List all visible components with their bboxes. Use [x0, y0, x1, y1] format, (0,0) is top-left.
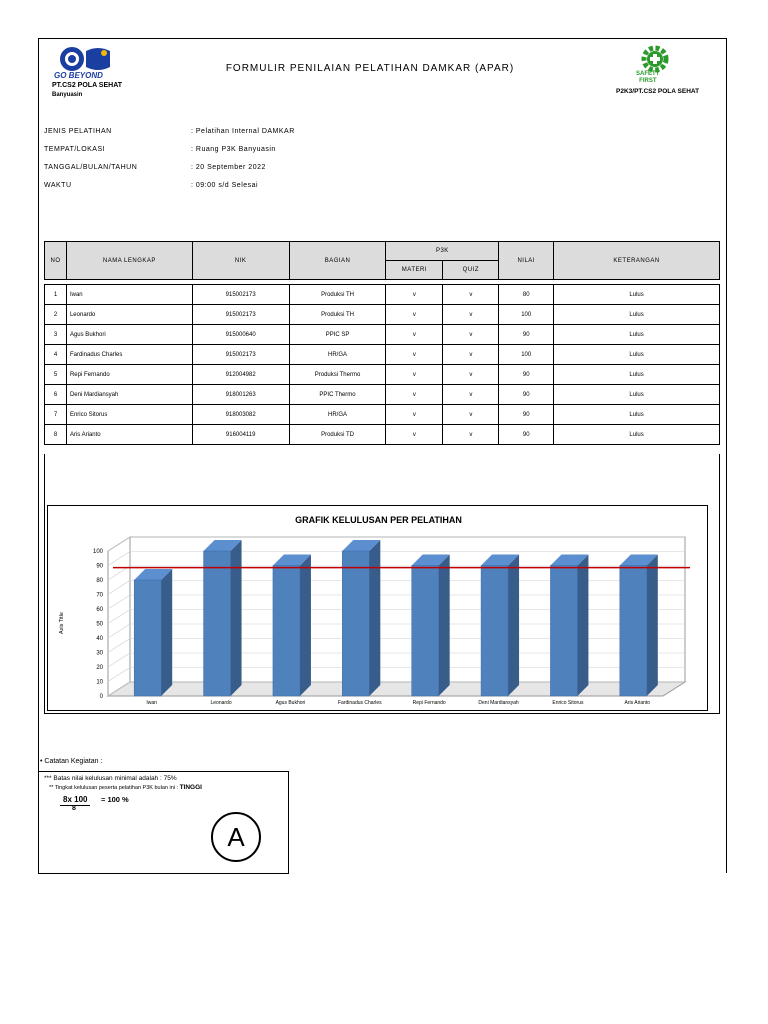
cell-nama: Repi Fernando [66, 365, 192, 385]
cell-no: 7 [45, 405, 67, 425]
safety-line1: SAFETY [636, 71, 660, 77]
cell-keterangan: Lulus [554, 365, 720, 385]
cell-quiz: v [443, 405, 499, 425]
bar [273, 566, 300, 697]
cell-no: 4 [45, 345, 67, 365]
table-row [45, 425, 720, 445]
fraction-denominator: 8 [72, 805, 76, 812]
info-value: : 20 September 2022 [191, 164, 266, 171]
table-row [45, 285, 720, 305]
cell-nik: 915002173 [192, 305, 289, 325]
info-label: TANGGAL/BULAN/TAHUN [44, 164, 138, 171]
bar-side [439, 555, 450, 697]
cell-no: 2 [45, 305, 67, 325]
cell-materi: v [386, 365, 443, 385]
bar-side [161, 569, 172, 696]
info-value: : Ruang P3K Banyuasin [191, 146, 276, 153]
cell-keterangan: Lulus [554, 285, 720, 305]
y-tick-label: 20 [96, 665, 103, 671]
bar [481, 566, 508, 697]
y-axis-title: Axis Title [59, 611, 65, 635]
cell-nik: 912004982 [192, 365, 289, 385]
x-tick-label: Fardinadus Charles [337, 700, 382, 706]
x-tick-label: Iwan [146, 700, 157, 706]
x-tick-label: Deni Mardiansyah [478, 700, 519, 706]
cell-nama: Aris Arianto [66, 425, 192, 445]
cell-bagian: Produksi TH [289, 285, 386, 305]
note-level-value: TINGGI [179, 784, 202, 791]
chart-container [47, 505, 708, 711]
bar [412, 566, 439, 697]
col-nik: NIK [192, 242, 289, 280]
chart-title: GRAFIK KELULUSAN PER PELATIHAN [295, 515, 462, 525]
cell-nik: 916004119 [192, 425, 289, 445]
cell-no: 5 [45, 365, 67, 385]
bar [550, 566, 577, 697]
y-tick-label: 60 [96, 607, 103, 613]
cell-nilai: 100 [499, 345, 554, 365]
info-label: WAKTU [44, 182, 72, 189]
page-title: FORMULIR PENILAIAN PELATIHAN DAMKAR (APAR) [225, 63, 515, 74]
cell-nilai: 90 [499, 425, 554, 445]
cell-materi: v [386, 325, 443, 345]
bar-side [231, 540, 242, 696]
company-name: PT.CS2 POLA SEHAT [52, 82, 123, 89]
info-value: : Pelatihan Internal DAMKAR [191, 128, 295, 135]
table-body [45, 285, 720, 445]
col-nilai: NILAI [499, 242, 554, 280]
cell-quiz: v [443, 325, 499, 345]
y-tick-label: 40 [96, 636, 103, 642]
cell-nama: Iwan [66, 285, 192, 305]
bar [620, 566, 647, 697]
note-level [49, 784, 202, 791]
cell-nilai: 100 [499, 305, 554, 325]
cell-materi: v [386, 405, 443, 425]
cell-quiz: v [443, 285, 499, 305]
cell-bagian: PPIC Thermo [289, 385, 386, 405]
cell-nama: Fardinadus Charles [66, 345, 192, 365]
cell-nilai: 90 [499, 405, 554, 425]
company-logo [52, 45, 142, 100]
bar [134, 580, 161, 696]
col-p3k: P3K [386, 242, 499, 261]
bar-chart [48, 506, 709, 712]
safety-logo [600, 45, 710, 100]
cell-keterangan: Lulus [554, 305, 720, 325]
col-materi: MATERI [386, 261, 443, 280]
cell-bagian: Produksi Thermo [289, 365, 386, 385]
cell-quiz: v [443, 385, 499, 405]
info-label: TEMPAT/LOKASI [44, 146, 106, 153]
chart-floor [108, 682, 685, 696]
cell-nik: 918001263 [192, 385, 289, 405]
fraction-numerator: 8x 100 [63, 795, 88, 804]
note-threshold: *** Batas nilai kelulusan minimal adalah : 75% [44, 775, 177, 782]
bar-side [508, 555, 519, 697]
notes-box [38, 771, 289, 874]
cell-nama: Leonardo [66, 305, 192, 325]
bar-side [369, 540, 380, 696]
y-tick-label: 100 [92, 549, 103, 555]
y-tick-label: 0 [99, 694, 103, 700]
table-row [45, 305, 720, 325]
cell-nilai: 90 [499, 365, 554, 385]
y-tick-label: 80 [96, 578, 103, 584]
cell-materi: v [386, 425, 443, 445]
cell-no: 8 [45, 425, 67, 445]
x-tick-label: Aris Arianto [624, 700, 651, 706]
x-tick-label: Leonardo [210, 700, 232, 706]
safety-line2: FIRST [639, 78, 657, 84]
bar [204, 551, 231, 696]
note-level-text: ** Tingkat kelulusan peserta pelatihan P3K bulan ini : [49, 785, 179, 791]
grade-circle: A [211, 812, 261, 862]
col-bagian: BAGIAN [289, 242, 386, 280]
cell-keterangan: Lulus [554, 405, 720, 425]
info-label: JENIS PELATIHAN [44, 128, 112, 135]
cell-bagian: PPIC SP [289, 325, 386, 345]
table-row [45, 345, 720, 365]
cell-nama: Agus Bukhori [66, 325, 192, 345]
cell-no: 3 [45, 325, 67, 345]
cell-nik: 915002173 [192, 345, 289, 365]
cell-quiz: v [443, 425, 499, 445]
y-tick-label: 10 [96, 679, 103, 686]
cell-no: 6 [45, 385, 67, 405]
bar-side [647, 555, 658, 697]
cell-nilai: 90 [499, 325, 554, 345]
company-city: Banyuasin [52, 92, 83, 98]
y-tick-label: 30 [96, 650, 103, 657]
cell-no: 1 [45, 285, 67, 305]
col-nama: NAMA LENGKAP [66, 242, 192, 280]
table-row [45, 405, 720, 425]
cell-materi: v [386, 305, 443, 325]
table-row [45, 325, 720, 345]
cell-bagian: Produksi TH [289, 305, 386, 325]
cell-bagian: HR/GA [289, 345, 386, 365]
cell-bagian: HR/GA [289, 405, 386, 425]
y-tick-label: 70 [96, 592, 103, 599]
cell-keterangan: Lulus [554, 385, 720, 405]
col-keterangan: KETERANGAN [554, 242, 720, 280]
cell-materi: v [386, 345, 443, 365]
cell-materi: v [386, 385, 443, 405]
cell-bagian: Produksi TD [289, 425, 386, 445]
cell-materi: v [386, 285, 443, 305]
y-tick-label: 50 [96, 621, 103, 628]
bar [342, 551, 369, 696]
table-row [45, 385, 720, 405]
participants-table [44, 241, 720, 445]
cell-nilai: 80 [499, 285, 554, 305]
fraction-result: = 100 % [101, 795, 129, 804]
x-tick-label: Repi Fernando [412, 700, 446, 706]
cell-nik: 915002173 [192, 285, 289, 305]
cell-nilai: 90 [499, 385, 554, 405]
org-right: P2K3/PT.CS2 POLA SEHAT [616, 88, 700, 95]
cell-nik: 915000640 [192, 325, 289, 345]
y-tick-label: 90 [96, 563, 103, 570]
cell-keterangan: Lulus [554, 425, 720, 445]
col-quiz: QUIZ [443, 261, 499, 280]
catatan-label: • Catatan Kegiatan : [40, 758, 103, 765]
bar-side [300, 555, 311, 697]
table-row [45, 365, 720, 385]
x-tick-label: Enrico Sitorus [552, 700, 584, 706]
cell-nik: 918003082 [192, 405, 289, 425]
safety-first-text [636, 71, 660, 85]
x-tick-label: Agus Bukhori [275, 700, 306, 706]
cell-nama: Deni Mardiansyah [66, 385, 192, 405]
cell-quiz: v [443, 365, 499, 385]
col-no: NO [45, 242, 67, 280]
cell-quiz: v [443, 345, 499, 365]
brand-text: GO BEYOND [54, 71, 103, 80]
bar-side [577, 555, 588, 697]
cell-keterangan: Lulus [554, 325, 720, 345]
cell-nama: Enrico Sitorus [66, 405, 192, 425]
cell-keterangan: Lulus [554, 345, 720, 365]
cell-quiz: v [443, 305, 499, 325]
info-value: : 09:00 s/d Selesai [191, 182, 259, 189]
